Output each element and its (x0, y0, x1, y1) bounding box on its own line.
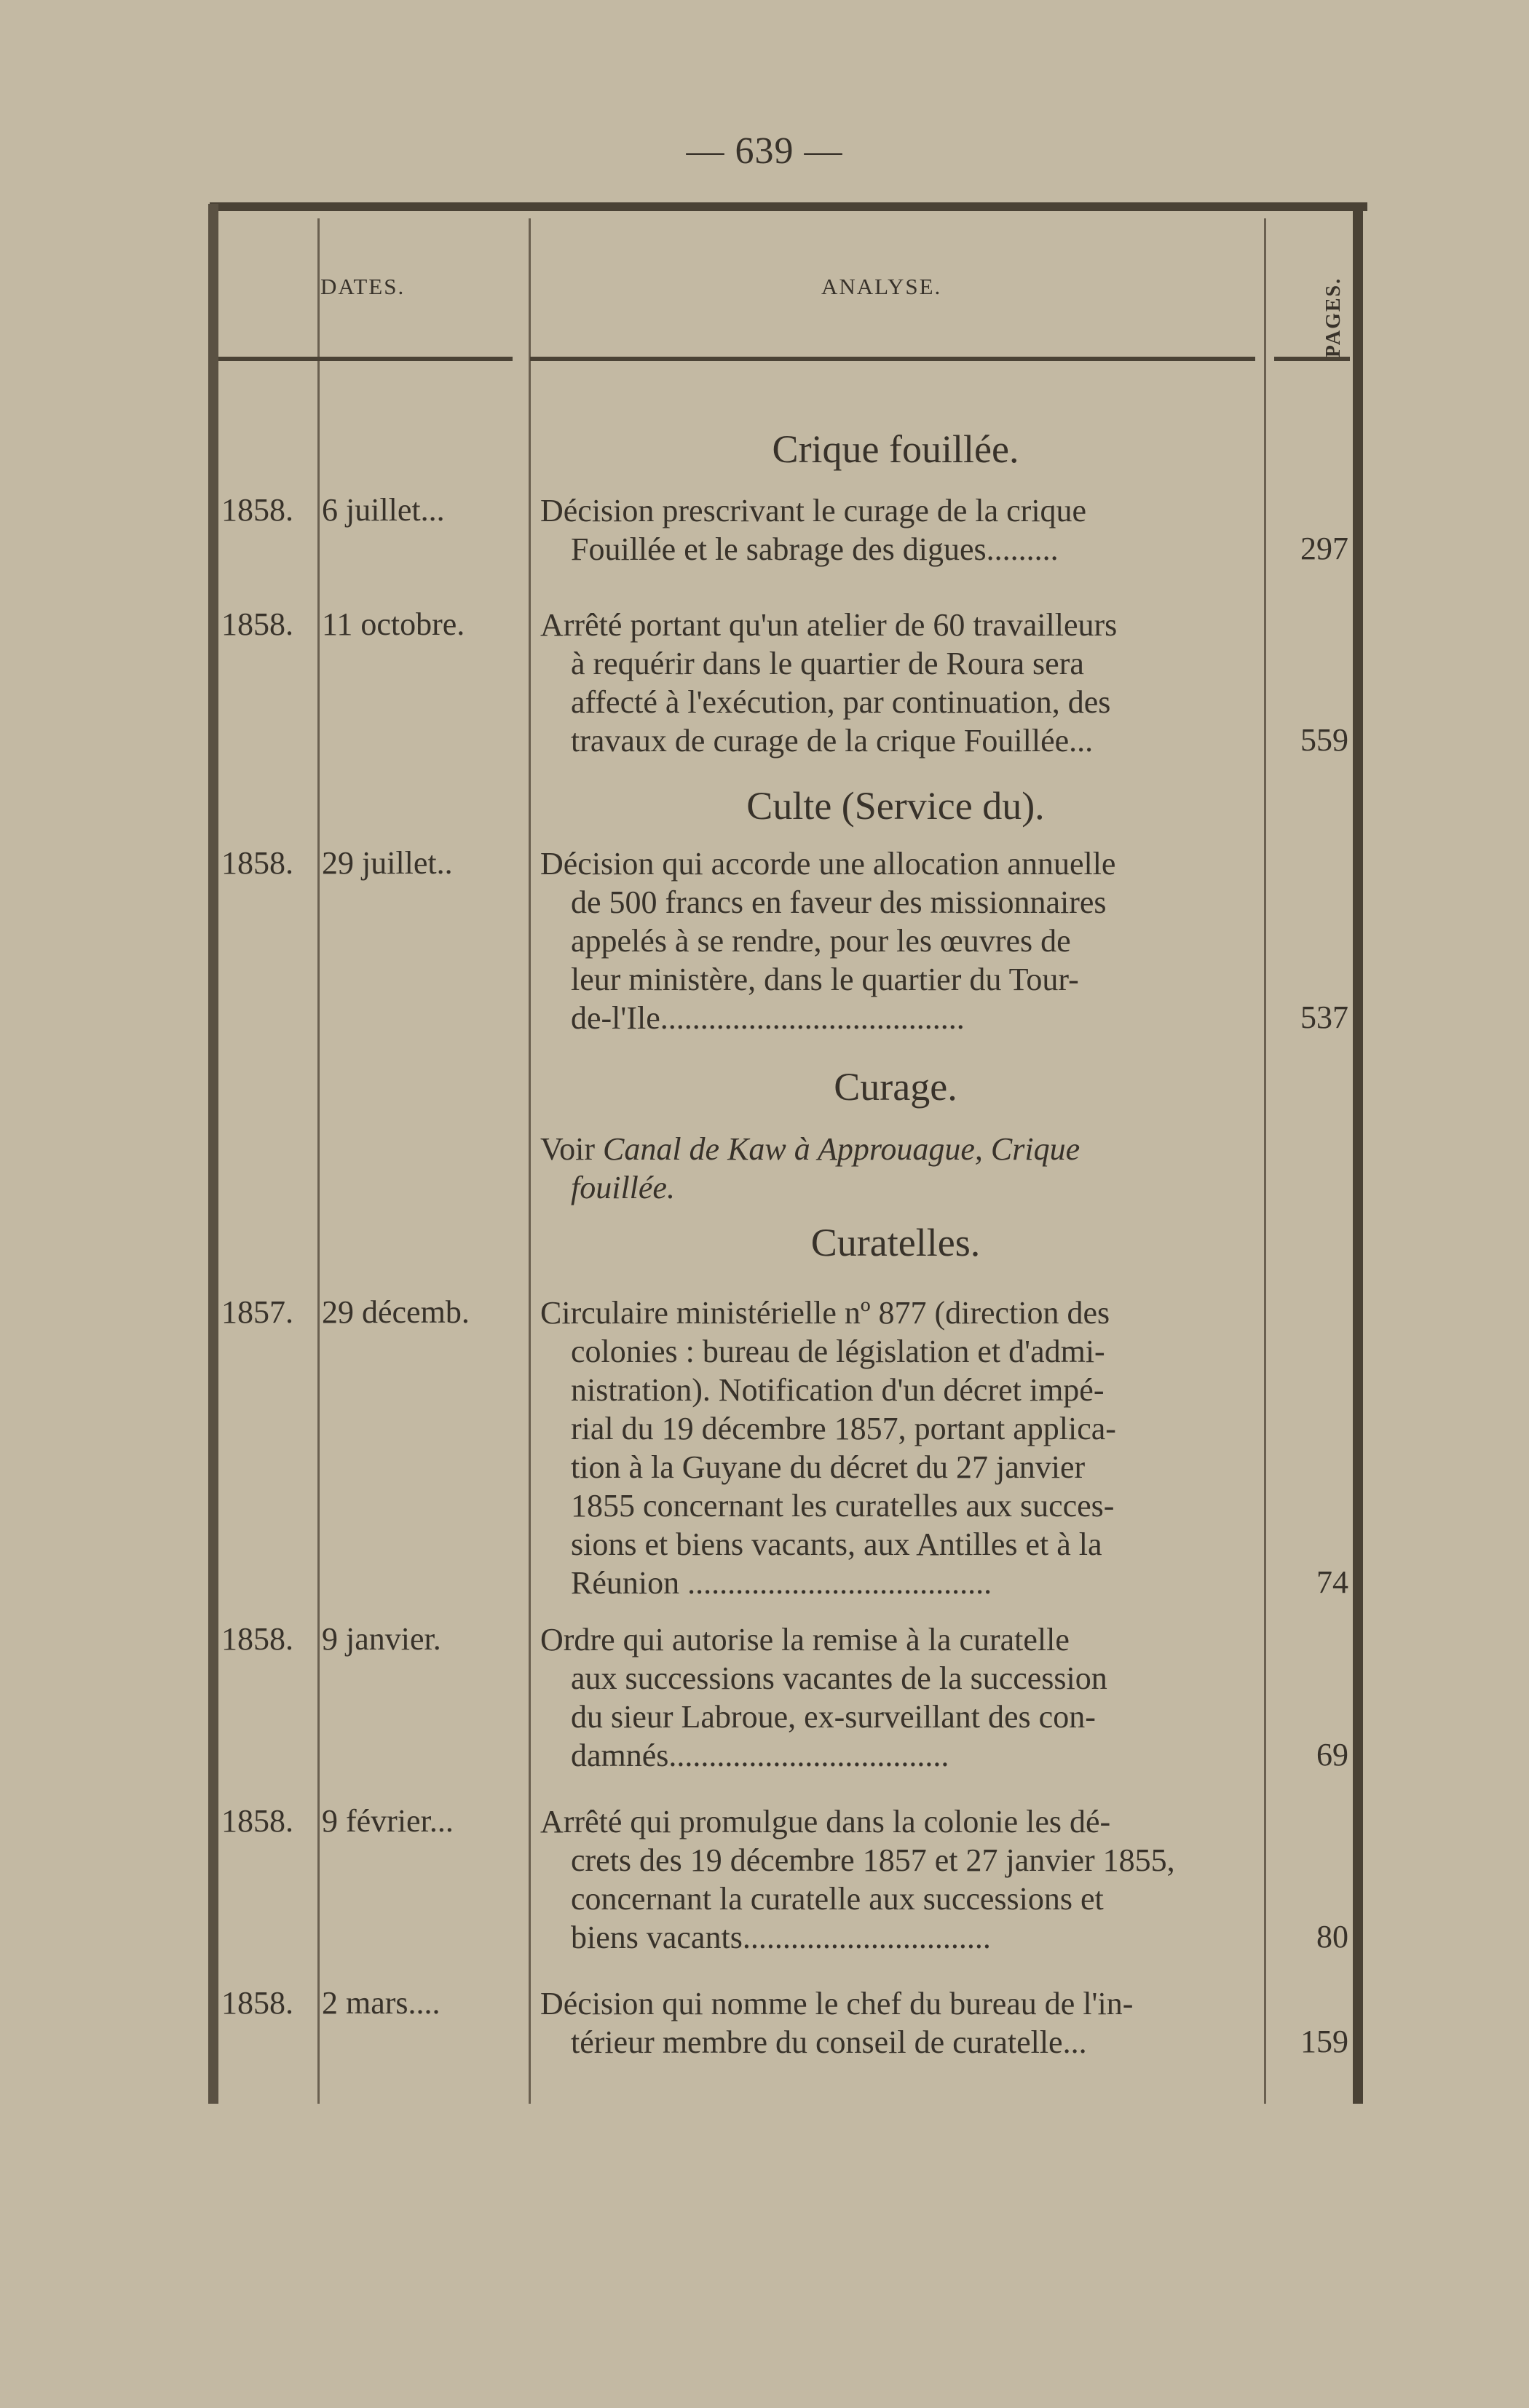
entry-year: 1858. (221, 1803, 293, 1839)
entry-year: 1858. (221, 606, 293, 642)
page-reference: 537 (1300, 999, 1348, 1035)
entry-analysis: Arrêté qui promulgue dans la colonie les dé- crets des 19 décembre 1857 et 27 janvier 1855, concernant la curatelle aux successions et biens vacants............................... (540, 1804, 1175, 1955)
entry-year: 1858. (221, 845, 293, 881)
pages-header: PAGES. (1322, 277, 1345, 358)
dates-header: DATES. (320, 274, 406, 299)
see-also-reference: Canal de Kaw à Approuague, Crique (602, 1131, 1080, 1167)
entry-analysis: Ordre qui autorise la remise à la curatelle aux successions vacantes de la succession du sieur Labroue, ex-surveillant des con- damnés................................... (540, 1622, 1107, 1773)
entry-analysis: Décision prescrivant le curage de la crique Fouillée et le sabrage des digues......... (540, 493, 1087, 567)
entry-date: 11 octobre. (322, 606, 465, 642)
entry-analysis: Arrêté portant qu'un atelier de 60 travailleurs à requérir dans le quartier de Roura sera affecté à l'exécution, par continuation, des travaux de curage de la crique Fouillée... (540, 607, 1118, 759)
analyse-header-rule (530, 357, 1255, 361)
entry-date: 2 mars.... (322, 1985, 440, 2021)
section-heading: Crique fouillée. (772, 427, 1019, 471)
table-left-rule (208, 204, 218, 2104)
dates-header-rule (218, 357, 513, 361)
table-right-rule (1353, 204, 1363, 2104)
entry-year: 1858. (221, 492, 293, 528)
page-reference: 69 (1316, 1737, 1348, 1773)
page-reference: 159 (1300, 2024, 1348, 2059)
entry-date: 29 juillet.. (322, 845, 453, 881)
section-heading: Curatelles. (810, 1221, 981, 1264)
dates-column-divider (317, 218, 320, 2104)
page-reference: 559 (1300, 722, 1348, 758)
entry-analysis: Décision qui nomme le chef du bureau de l'in- térieur membre du conseil de curatelle... (540, 1986, 1134, 2060)
table-top-rule (210, 202, 1367, 211)
entry-analysis: Circulaire ministérielle nº 877 (direction des colonies : bureau de législation et d'admi- nistration). Notification d'un décret impé- rial du 19 décembre 1857, portant applica- tion à la Guyane du décret du 27 janvier 1855 concernant les curatelles aux succes- sions et biens vacants, aux Antilles et à la Réunion ...................................... (540, 1295, 1116, 1601)
section-heading: Curage. (834, 1065, 957, 1109)
section-heading: Culte (Service du). (746, 784, 1045, 828)
entry-year: 1858. (221, 1621, 293, 1657)
page-reference: 80 (1316, 1919, 1348, 1954)
entry-year: 1858. (221, 1985, 293, 2021)
entry-analysis: Décision qui accorde une allocation annuelle de 500 francs en faveur des missionnaires appelés à se rendre, pour les œuvres de leur ministère, dans le quartier du Tour- de-l'Ile...................................... (540, 846, 1116, 1036)
entry-date: 6 juillet... (322, 492, 445, 528)
entry-date: 9 février... (322, 1803, 454, 1839)
entry-date: 29 décemb. (322, 1294, 470, 1330)
pages-column-divider (1264, 218, 1266, 2104)
see-also-reference-continued: fouillée. (571, 1170, 675, 1205)
voir-label: Voir (540, 1131, 595, 1167)
page-number: — 639 — (686, 130, 843, 172)
analyse-header: ANALYSE. (821, 274, 942, 299)
page-reference: 74 (1316, 1564, 1348, 1600)
page-reference: 297 (1300, 531, 1348, 566)
analyse-column-divider (529, 218, 531, 2104)
entry-year: 1857. (221, 1294, 293, 1330)
entry-date: 9 janvier. (322, 1621, 441, 1657)
